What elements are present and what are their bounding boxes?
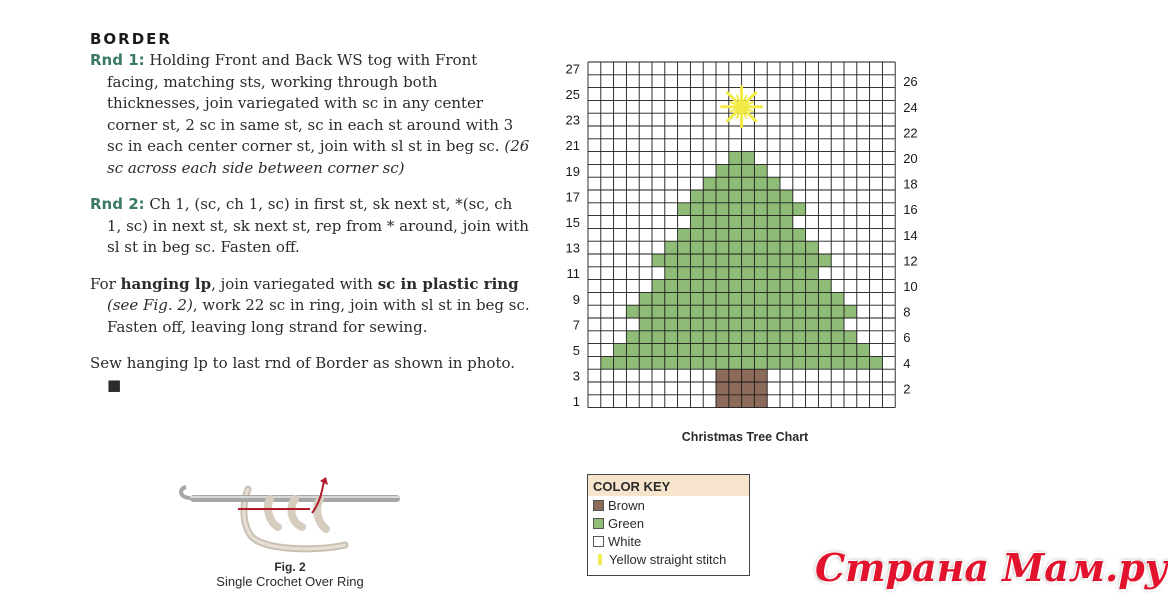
chart-cell-green bbox=[703, 177, 716, 190]
chart-cell-green bbox=[754, 241, 767, 254]
watermark-logo: Страна Мам.ру bbox=[815, 545, 1168, 590]
chart-cell-green bbox=[780, 203, 793, 216]
row-label-right: 6 bbox=[903, 330, 911, 346]
chart-cell-green bbox=[652, 356, 665, 369]
chart-cell-green bbox=[806, 344, 819, 357]
chart-cell-green bbox=[793, 203, 806, 216]
chart-cell-green bbox=[818, 280, 831, 293]
chart-cell-green bbox=[703, 241, 716, 254]
chart-cell-green bbox=[729, 254, 742, 267]
chart-cell-green bbox=[742, 356, 755, 369]
chart-cell-brown bbox=[729, 382, 742, 395]
chart-cell-green bbox=[793, 305, 806, 318]
chart-cell-green bbox=[716, 305, 729, 318]
chart-cell-green bbox=[626, 305, 639, 318]
figure-caption: Single Crochet Over Ring bbox=[216, 574, 364, 589]
chart-cell-green bbox=[652, 318, 665, 331]
chart-cell-green bbox=[870, 356, 883, 369]
chart-cell-green bbox=[703, 203, 716, 216]
chart-cell-green bbox=[767, 177, 780, 190]
chart-cell-green bbox=[818, 292, 831, 305]
hanging-fig-ref: (see Fig. 2) bbox=[107, 296, 193, 314]
chart-cell-green bbox=[614, 356, 627, 369]
chart-cell-green bbox=[690, 241, 703, 254]
chart-cell-green bbox=[806, 356, 819, 369]
chart-cell-green bbox=[754, 228, 767, 241]
chart-cell-green bbox=[716, 267, 729, 280]
chart-cell-green bbox=[678, 356, 691, 369]
chart-cell-green bbox=[639, 292, 652, 305]
chart-cell-green bbox=[665, 318, 678, 331]
chart-cell-green bbox=[754, 254, 767, 267]
chart-cell-green bbox=[793, 228, 806, 241]
chart-cell-green bbox=[754, 292, 767, 305]
chart-cell-green bbox=[716, 344, 729, 357]
tree-chart bbox=[556, 56, 936, 456]
chart-cell-green bbox=[767, 318, 780, 331]
chart-cell-green bbox=[780, 280, 793, 293]
chart-cell-green bbox=[690, 254, 703, 267]
chart-cell-green bbox=[767, 203, 780, 216]
chart-cell-green bbox=[690, 280, 703, 293]
chart-cell-green bbox=[678, 203, 691, 216]
chart-cell-green bbox=[729, 292, 742, 305]
chart-cell-green bbox=[703, 254, 716, 267]
chart-cell-green bbox=[614, 344, 627, 357]
chart-cell-green bbox=[793, 280, 806, 293]
chart-cell-green bbox=[678, 344, 691, 357]
hanging-bold-1: hanging lp bbox=[120, 274, 212, 293]
chart-cell-green bbox=[831, 356, 844, 369]
chart-cell-green bbox=[716, 254, 729, 267]
chart-cell-green bbox=[780, 344, 793, 357]
chart-cell-green bbox=[818, 318, 831, 331]
chart-cell-green bbox=[678, 267, 691, 280]
chart-cell-green bbox=[818, 305, 831, 318]
chart-cell-green bbox=[703, 292, 716, 305]
chart-cell-green bbox=[678, 254, 691, 267]
chart-cell-green bbox=[742, 228, 755, 241]
row-label-right: 20 bbox=[903, 151, 918, 166]
chart-cell-green bbox=[742, 344, 755, 357]
color-key-title: COLOR KEY bbox=[588, 475, 749, 496]
chart-cell-green bbox=[652, 280, 665, 293]
key-label-brown: Brown bbox=[608, 497, 645, 513]
row-label-right: 18 bbox=[903, 176, 918, 192]
row-label-left: 27 bbox=[565, 61, 580, 77]
chart-cell-green bbox=[678, 331, 691, 344]
chart-cell-green bbox=[754, 190, 767, 203]
chart-cell-green bbox=[690, 344, 703, 357]
chart-cell-green bbox=[678, 318, 691, 331]
chart-cell-green bbox=[729, 318, 742, 331]
rnd1-text: Holding Front and Back WS tog with Front facing, matching sts, working through both thicknesses, join variegated with sc in any center corner st, 2 sc in same st, sc in each st around with 3 sc in each center corner st, join with sl st in beg sc. bbox=[107, 51, 514, 155]
chart-cell-green bbox=[652, 254, 665, 267]
hanging-text-3: , work 22 sc in ring, join with sl st in beg sc. Fasten off, leaving long strand for sewing. bbox=[107, 296, 530, 336]
chart-cell-green bbox=[601, 356, 614, 369]
sew-text: Sew hanging lp to last rnd of Border as shown in photo. bbox=[90, 354, 516, 372]
chart-cell-green bbox=[754, 344, 767, 357]
row-label-left: 1 bbox=[572, 394, 580, 410]
chart-cell-green bbox=[716, 331, 729, 344]
chart-cell-green bbox=[831, 318, 844, 331]
chart-cell-green bbox=[665, 344, 678, 357]
chart-cell-brown bbox=[754, 382, 767, 395]
rnd1-label: Rnd 1: bbox=[90, 51, 145, 69]
chart-cell-green bbox=[690, 318, 703, 331]
hanging-text-2: , join variegated with bbox=[211, 274, 378, 293]
white-swatch bbox=[593, 536, 604, 547]
chart-cell-green bbox=[793, 344, 806, 357]
chart-cell-green bbox=[703, 280, 716, 293]
chart-cell-green bbox=[780, 254, 793, 267]
chart-cell-green bbox=[754, 267, 767, 280]
chart-cell-green bbox=[703, 267, 716, 280]
chart-cell-green bbox=[844, 331, 857, 344]
key-item-green bbox=[588, 514, 749, 532]
row-label-left: 9 bbox=[572, 291, 580, 307]
chart-cell-green bbox=[652, 344, 665, 357]
chart-cell-green bbox=[818, 344, 831, 357]
chart-cell-green bbox=[703, 228, 716, 241]
chart-cell-green bbox=[742, 292, 755, 305]
chart-cell-green bbox=[767, 331, 780, 344]
row-label-right: 26 bbox=[903, 74, 918, 90]
chart-cell-green bbox=[793, 241, 806, 254]
row-label-left: 25 bbox=[565, 87, 580, 102]
chart-cell-green bbox=[678, 292, 691, 305]
chart-cell-green bbox=[716, 228, 729, 241]
chart-cell-brown bbox=[716, 382, 729, 395]
chart-cell-green bbox=[716, 164, 729, 177]
rnd2-label: Rnd 2: bbox=[90, 195, 145, 213]
chart-cell-green bbox=[806, 254, 819, 267]
chart-cell-green bbox=[652, 305, 665, 318]
chart-cell-green bbox=[767, 344, 780, 357]
chart-cell-green bbox=[703, 318, 716, 331]
chart-cell-green bbox=[626, 331, 639, 344]
sew-paragraph bbox=[90, 353, 530, 396]
chart-cell-green bbox=[793, 356, 806, 369]
chart-cell-green bbox=[806, 331, 819, 344]
border-heading: BORDER bbox=[90, 30, 172, 48]
row-label-left: 23 bbox=[565, 112, 580, 128]
chart-cell-green bbox=[716, 356, 729, 369]
chart-cell-green bbox=[780, 305, 793, 318]
chart-cell-green bbox=[690, 305, 703, 318]
chart-cell-green bbox=[806, 241, 819, 254]
row-label-left: 21 bbox=[565, 138, 580, 154]
chart-cell-brown bbox=[716, 369, 729, 382]
chart-cell-green bbox=[831, 292, 844, 305]
chart-cell-green bbox=[703, 305, 716, 318]
chart-cell-green bbox=[831, 305, 844, 318]
chart-cell-green bbox=[729, 305, 742, 318]
chart-cell-green bbox=[716, 241, 729, 254]
chart-cell-green bbox=[754, 177, 767, 190]
row-label-left: 17 bbox=[565, 189, 580, 205]
chart-cell-green bbox=[729, 267, 742, 280]
chart-cell-green bbox=[767, 190, 780, 203]
chart-cell-green bbox=[767, 254, 780, 267]
row-label-right: 10 bbox=[903, 279, 918, 294]
chart-cell-green bbox=[844, 305, 857, 318]
chart-cell-green bbox=[652, 331, 665, 344]
chart-cell-green bbox=[703, 216, 716, 229]
chart-cell-green bbox=[703, 190, 716, 203]
chart-cell-green bbox=[793, 318, 806, 331]
chart-cell-green bbox=[793, 331, 806, 344]
chart-cell-green bbox=[742, 190, 755, 203]
chart-cell-brown bbox=[742, 395, 755, 408]
chart-cell-green bbox=[780, 267, 793, 280]
row-label-right: 4 bbox=[903, 355, 911, 371]
chart-cell-green bbox=[678, 228, 691, 241]
row-label-right: 2 bbox=[903, 381, 911, 397]
brown-swatch bbox=[593, 500, 604, 511]
chart-cell-green bbox=[690, 216, 703, 229]
chart-cell-green bbox=[665, 280, 678, 293]
chart-cell-green bbox=[626, 356, 639, 369]
chart-cell-green bbox=[742, 305, 755, 318]
rnd2-text: Ch 1, (sc, ch 1, sc) in first st, sk next st, *(sc, ch 1, sc) in next st, sk next st, rep from * around, join with sl st in beg sc. Fasten off. bbox=[107, 195, 529, 256]
key-label-white: White bbox=[608, 533, 642, 549]
chart-cell-green bbox=[729, 331, 742, 344]
chart-cell-brown bbox=[729, 369, 742, 382]
chart-cell-green bbox=[690, 292, 703, 305]
chart-title: Christmas Tree Chart bbox=[681, 430, 809, 444]
chart-cell-green bbox=[767, 241, 780, 254]
chart-cell-green bbox=[767, 216, 780, 229]
chart-cell-green bbox=[844, 356, 857, 369]
chart-cell-green bbox=[729, 228, 742, 241]
chart-cell-green bbox=[729, 356, 742, 369]
green-swatch bbox=[593, 518, 604, 529]
key-label-yellow-stitch: Yellow straight stitch bbox=[609, 551, 727, 567]
chart-cell-green bbox=[754, 356, 767, 369]
chart-cell-green bbox=[754, 216, 767, 229]
row-label-right: 14 bbox=[903, 227, 918, 243]
chart-cell-green bbox=[678, 280, 691, 293]
row-label-left: 11 bbox=[566, 266, 580, 282]
row-label-right: 12 bbox=[903, 253, 918, 269]
chart-cell-green bbox=[716, 203, 729, 216]
chart-cell-green bbox=[831, 344, 844, 357]
instructions-column bbox=[90, 30, 530, 396]
chart-cell-green bbox=[729, 203, 742, 216]
row-label-right: 22 bbox=[903, 125, 918, 141]
chart-cell-green bbox=[742, 331, 755, 344]
rnd2-paragraph bbox=[90, 194, 530, 259]
chart-cell-green bbox=[754, 164, 767, 177]
chart-cell-brown bbox=[754, 369, 767, 382]
chart-cell-green bbox=[639, 344, 652, 357]
chart-cell-green bbox=[806, 280, 819, 293]
chart-cell-brown bbox=[742, 382, 755, 395]
chart-cell-green bbox=[678, 241, 691, 254]
figure-2 bbox=[170, 475, 410, 589]
chart-cell-green bbox=[716, 318, 729, 331]
chart-cell-green bbox=[742, 177, 755, 190]
chart-cell-brown bbox=[729, 395, 742, 408]
chart-cell-green bbox=[665, 356, 678, 369]
chart-cell-green bbox=[767, 280, 780, 293]
chart-cell-green bbox=[742, 254, 755, 267]
chart-cell-green bbox=[754, 203, 767, 216]
yellow-stitch-swatch bbox=[598, 554, 602, 565]
chart-cell-green bbox=[742, 241, 755, 254]
figure-title: Fig. 2 bbox=[274, 560, 306, 574]
row-label-left: 3 bbox=[572, 368, 580, 384]
chart-cell-green bbox=[767, 305, 780, 318]
chart-cell-green bbox=[729, 152, 742, 165]
chart-cell-green bbox=[716, 292, 729, 305]
chart-cell-green bbox=[780, 228, 793, 241]
chart-cell-green bbox=[716, 177, 729, 190]
chart-cell-green bbox=[780, 318, 793, 331]
chart-cell-green bbox=[703, 356, 716, 369]
chart-cell-green bbox=[780, 331, 793, 344]
row-label-right: 16 bbox=[903, 202, 918, 218]
rnd1-paragraph bbox=[90, 50, 530, 179]
chart-cell-brown bbox=[754, 395, 767, 408]
chart-cell-green bbox=[716, 280, 729, 293]
chart-cell-green bbox=[806, 318, 819, 331]
chart-cell-green bbox=[665, 267, 678, 280]
color-key bbox=[587, 474, 750, 576]
chart-cell-green bbox=[767, 267, 780, 280]
chart-cell-green bbox=[793, 292, 806, 305]
chart-cell-green bbox=[729, 216, 742, 229]
chart-cell-green bbox=[742, 318, 755, 331]
chart-cell-brown bbox=[742, 369, 755, 382]
chart-cell-green bbox=[665, 292, 678, 305]
row-label-right: 24 bbox=[903, 99, 918, 115]
chart-cell-green bbox=[818, 331, 831, 344]
key-item-white bbox=[588, 532, 749, 550]
rnd1-note: (26 sc across each side between corner sc) bbox=[107, 137, 530, 177]
chart-cell-green bbox=[639, 305, 652, 318]
chart-cell-green bbox=[690, 228, 703, 241]
chart-cell-green bbox=[665, 305, 678, 318]
row-label-left: 19 bbox=[565, 163, 580, 179]
chart-cell-green bbox=[857, 356, 870, 369]
chart-cell-green bbox=[754, 305, 767, 318]
chart-cell-green bbox=[831, 331, 844, 344]
chart-cell-green bbox=[716, 190, 729, 203]
chart-cell-green bbox=[729, 344, 742, 357]
chart-cell-green bbox=[806, 267, 819, 280]
chart-cell-green bbox=[780, 292, 793, 305]
chart-cell-green bbox=[639, 318, 652, 331]
chart-cell-green bbox=[678, 305, 691, 318]
chart-cell-green bbox=[690, 190, 703, 203]
chart-cell-green bbox=[780, 241, 793, 254]
row-label-left: 5 bbox=[572, 343, 580, 358]
chart-cell-green bbox=[818, 254, 831, 267]
chart-cell-green bbox=[729, 280, 742, 293]
chart-cell-green bbox=[767, 356, 780, 369]
chart-cell-green bbox=[754, 280, 767, 293]
chart-cell-green bbox=[729, 177, 742, 190]
key-item-brown bbox=[588, 496, 749, 514]
chart-cell-green bbox=[742, 267, 755, 280]
chart-cell-green bbox=[703, 331, 716, 344]
chart-cell-green bbox=[754, 318, 767, 331]
chart-cell-green bbox=[626, 344, 639, 357]
chart-cell-green bbox=[742, 203, 755, 216]
chart-cell-green bbox=[729, 241, 742, 254]
chart-cell-green bbox=[806, 292, 819, 305]
chart-cell-green bbox=[742, 152, 755, 165]
hanging-loop-paragraph bbox=[90, 274, 530, 339]
chart-cell-green bbox=[857, 344, 870, 357]
chart-cell-green bbox=[690, 203, 703, 216]
chart-cell-green bbox=[754, 331, 767, 344]
end-mark: ■ bbox=[107, 375, 122, 394]
row-label-left: 7 bbox=[572, 317, 580, 333]
chart-cell-green bbox=[716, 216, 729, 229]
chart-cell-green bbox=[652, 292, 665, 305]
chart-cell-green bbox=[703, 344, 716, 357]
hanging-bold-2: sc in plastic ring bbox=[377, 274, 519, 293]
chart-cell-green bbox=[767, 292, 780, 305]
chart-cell-green bbox=[665, 241, 678, 254]
chart-cell-green bbox=[665, 254, 678, 267]
chart-cell-green bbox=[793, 254, 806, 267]
chart-cell-green bbox=[818, 356, 831, 369]
chart-cell-green bbox=[780, 216, 793, 229]
chart-cell-green bbox=[729, 190, 742, 203]
key-label-green: Green bbox=[608, 515, 645, 531]
row-label-left: 13 bbox=[565, 240, 580, 256]
row-label-left: 15 bbox=[565, 215, 580, 230]
key-item-yellow-stitch bbox=[588, 550, 749, 568]
chart-cell-green bbox=[690, 267, 703, 280]
chart-cell-green bbox=[742, 164, 755, 177]
chart-cell-brown bbox=[716, 395, 729, 408]
chart-cell-green bbox=[806, 305, 819, 318]
chart-cell-green bbox=[639, 356, 652, 369]
chart-cell-green bbox=[742, 216, 755, 229]
chart-cell-green bbox=[690, 331, 703, 344]
chart-cell-green bbox=[639, 331, 652, 344]
crochet-hook-illustration bbox=[170, 475, 410, 553]
chart-cell-green bbox=[729, 164, 742, 177]
chart-cell-green bbox=[742, 280, 755, 293]
chart-cell-green bbox=[767, 228, 780, 241]
row-label-right: 8 bbox=[903, 304, 911, 320]
hanging-text-1: For bbox=[90, 274, 121, 293]
chart-cell-green bbox=[793, 267, 806, 280]
chart-cell-green bbox=[665, 331, 678, 344]
chart-cell-green bbox=[690, 356, 703, 369]
chart-cell-green bbox=[780, 356, 793, 369]
chart-cell-green bbox=[844, 344, 857, 357]
chart-svg bbox=[556, 56, 936, 456]
chart-cell-green bbox=[780, 190, 793, 203]
